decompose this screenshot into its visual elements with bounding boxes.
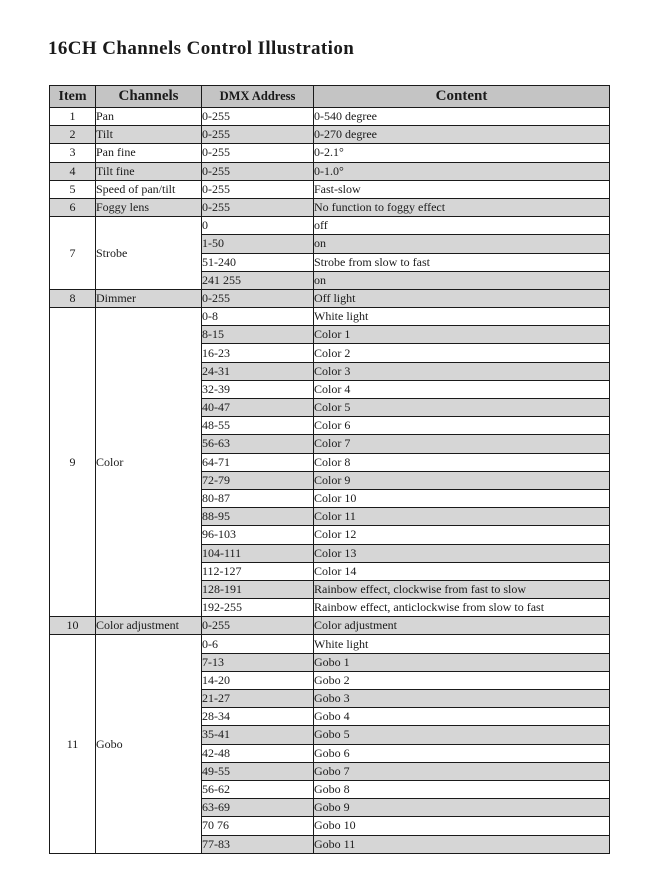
- header-item: Item: [50, 86, 96, 108]
- channel-name: Gobo: [96, 635, 202, 853]
- content-description: Color 6: [314, 417, 610, 435]
- dmx-address: 0-255: [202, 198, 314, 216]
- dmx-address: 77-83: [202, 835, 314, 853]
- content-description: 0-540 degree: [314, 108, 610, 126]
- content-description: Gobo 4: [314, 708, 610, 726]
- dmx-address: 48-55: [202, 417, 314, 435]
- content-description: Color 3: [314, 362, 610, 380]
- item-number: 6: [50, 198, 96, 216]
- item-number: 4: [50, 162, 96, 180]
- dmx-address: 49-55: [202, 762, 314, 780]
- channel-name: Dimmer: [96, 289, 202, 307]
- item-number: 10: [50, 617, 96, 635]
- content-description: Gobo 8: [314, 780, 610, 798]
- channel-name: Color: [96, 308, 202, 617]
- channels-table: [49, 85, 610, 854]
- content-description: Color 4: [314, 380, 610, 398]
- dmx-address: 7-13: [202, 653, 314, 671]
- content-description: White light: [314, 308, 610, 326]
- content-description: Gobo 2: [314, 671, 610, 689]
- content-description: Color 11: [314, 508, 610, 526]
- item-number: 1: [50, 108, 96, 126]
- channel-name: Speed of pan/tilt: [96, 180, 202, 198]
- table-row: [50, 162, 610, 180]
- dmx-address: 24-31: [202, 362, 314, 380]
- content-description: Gobo 11: [314, 835, 610, 853]
- dmx-address: 35-41: [202, 726, 314, 744]
- channel-name: Foggy lens: [96, 198, 202, 216]
- content-description: Strobe from slow to fast: [314, 253, 610, 271]
- content-description: Off light: [314, 289, 610, 307]
- table-row: [50, 617, 610, 635]
- content-description: Gobo 9: [314, 799, 610, 817]
- content-description: Fast-slow: [314, 180, 610, 198]
- dmx-address: 0-255: [202, 289, 314, 307]
- header-dmx-address: DMX Address: [202, 86, 314, 108]
- dmx-address: 8-15: [202, 326, 314, 344]
- content-description: Gobo 5: [314, 726, 610, 744]
- table-row: [50, 144, 610, 162]
- content-description: on: [314, 271, 610, 289]
- content-description: Gobo 6: [314, 744, 610, 762]
- dmx-address: 0-255: [202, 180, 314, 198]
- dmx-address: 0-255: [202, 144, 314, 162]
- content-description: Rainbow effect, clockwise from fast to slow: [314, 580, 610, 598]
- dmx-address: 16-23: [202, 344, 314, 362]
- header-content: Content: [314, 86, 610, 108]
- item-number: 5: [50, 180, 96, 198]
- table-row: [50, 635, 610, 653]
- item-number: 11: [50, 635, 96, 853]
- dmx-address: 51-240: [202, 253, 314, 271]
- item-number: 3: [50, 144, 96, 162]
- content-description: Color adjustment: [314, 617, 610, 635]
- dmx-address: 88-95: [202, 508, 314, 526]
- table-header-row: [50, 86, 610, 108]
- table-row: [50, 198, 610, 216]
- dmx-address: 0-255: [202, 162, 314, 180]
- table-row: [50, 108, 610, 126]
- content-description: Gobo 1: [314, 653, 610, 671]
- item-number: 2: [50, 126, 96, 144]
- content-description: Color 9: [314, 471, 610, 489]
- content-description: Color 12: [314, 526, 610, 544]
- table-row: [50, 308, 610, 326]
- content-description: on: [314, 235, 610, 253]
- dmx-address: 112-127: [202, 562, 314, 580]
- content-description: Gobo 10: [314, 817, 610, 835]
- header-channels: Channels: [96, 86, 202, 108]
- dmx-address: 0: [202, 217, 314, 235]
- content-description: off: [314, 217, 610, 235]
- dmx-address: 63-69: [202, 799, 314, 817]
- content-description: Color 14: [314, 562, 610, 580]
- dmx-address: 40-47: [202, 399, 314, 417]
- dmx-address: 14-20: [202, 671, 314, 689]
- content-description: Color 2: [314, 344, 610, 362]
- dmx-address: 104-111: [202, 544, 314, 562]
- content-description: 0-2.1°: [314, 144, 610, 162]
- content-description: White light: [314, 635, 610, 653]
- dmx-address: 72-79: [202, 471, 314, 489]
- content-description: Gobo 7: [314, 762, 610, 780]
- dmx-address: 70 76: [202, 817, 314, 835]
- dmx-address: 96-103: [202, 526, 314, 544]
- content-description: Color 13: [314, 544, 610, 562]
- dmx-address: 0-255: [202, 108, 314, 126]
- content-description: Color 5: [314, 399, 610, 417]
- table-body: [50, 108, 610, 854]
- content-description: No function to foggy effect: [314, 198, 610, 216]
- dmx-address: 64-71: [202, 453, 314, 471]
- table-row: [50, 180, 610, 198]
- dmx-address: 21-27: [202, 690, 314, 708]
- channel-name: Pan: [96, 108, 202, 126]
- content-description: Gobo 3: [314, 690, 610, 708]
- dmx-address: 0-6: [202, 635, 314, 653]
- item-number: 9: [50, 308, 96, 617]
- dmx-address: 32-39: [202, 380, 314, 398]
- table-row: [50, 217, 610, 235]
- table-row: [50, 126, 610, 144]
- content-description: Rainbow effect, anticlockwise from slow to fast: [314, 599, 610, 617]
- content-description: Color 7: [314, 435, 610, 453]
- content-description: Color 1: [314, 326, 610, 344]
- dmx-address: 0-255: [202, 126, 314, 144]
- item-number: 7: [50, 217, 96, 290]
- channel-name: Tilt: [96, 126, 202, 144]
- channel-name: Color adjustment: [96, 617, 202, 635]
- content-description: Color 8: [314, 453, 610, 471]
- content-description: 0-270 degree: [314, 126, 610, 144]
- content-description: 0-1.0°: [314, 162, 610, 180]
- channel-name: Strobe: [96, 217, 202, 290]
- dmx-address: 128-191: [202, 580, 314, 598]
- channel-name: Tilt fine: [96, 162, 202, 180]
- dmx-address: 56-63: [202, 435, 314, 453]
- dmx-address: 28-34: [202, 708, 314, 726]
- item-number: 8: [50, 289, 96, 307]
- dmx-address: 0-255: [202, 617, 314, 635]
- dmx-address: 1-50: [202, 235, 314, 253]
- table-row: [50, 289, 610, 307]
- dmx-address: 192-255: [202, 599, 314, 617]
- dmx-address: 241 255: [202, 271, 314, 289]
- dmx-address: 0-8: [202, 308, 314, 326]
- page-title: 16CH Channels Control Illustration: [48, 38, 355, 59]
- dmx-address: 42-48: [202, 744, 314, 762]
- dmx-address: 80-87: [202, 489, 314, 507]
- dmx-address: 56-62: [202, 780, 314, 798]
- content-description: Color 10: [314, 489, 610, 507]
- channel-name: Pan fine: [96, 144, 202, 162]
